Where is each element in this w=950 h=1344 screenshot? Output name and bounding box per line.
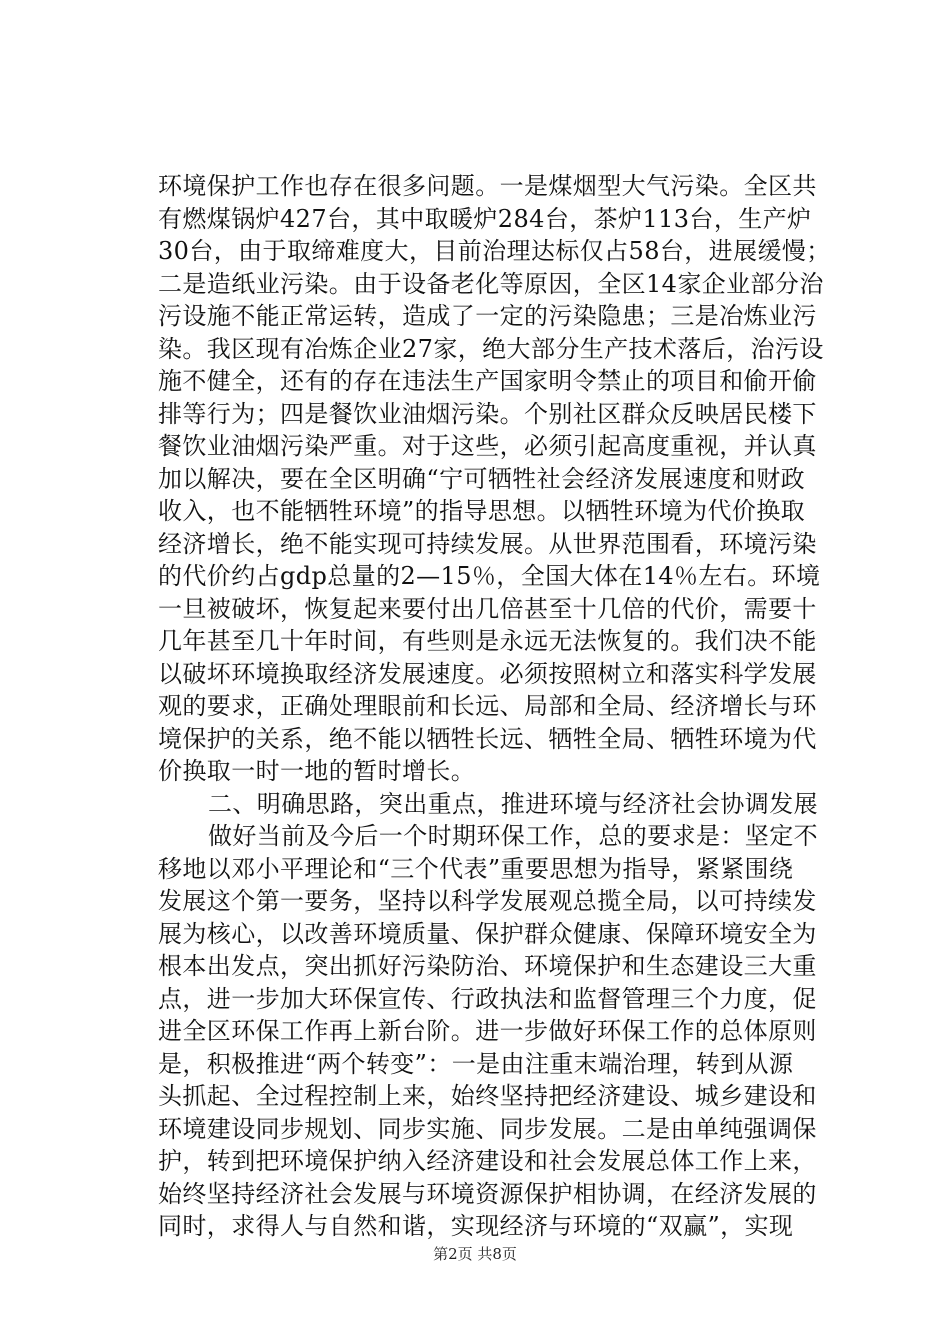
text-line: 染。我区现有冶炼企业27家，绝大部分生产技术落后，治污设 <box>158 334 824 363</box>
text-line: 以破坏环境换取经济发展速度。必须按照树立和落实科学发展 <box>158 659 817 688</box>
text-line: 观的要求，正确处理眼前和长远、局部和全局、经济增长与环 <box>158 692 817 720</box>
text-line: 施不健全，还有的存在违法生产国家明令禁止的项目和偷开偷 <box>158 367 817 395</box>
text-line: 点，进一步加大环保宣传、行政执法和监督管理三个力度，促 <box>158 984 817 1013</box>
text-line: 排等行为；四是餐饮业油烟污染。个别社区群众反映居民楼下 <box>158 399 817 428</box>
text-line: 头抓起、全过程控制上来，始终坚持把经济建设、城乡建设和 <box>158 1082 817 1110</box>
text-line: 价换取一时一地的暂时增长。 <box>158 757 476 785</box>
page-number: 第2页 共8页 <box>433 1245 517 1263</box>
text-line: 加以解决，要在全区明确“宁可牺牲社会经济发展速度和财政 <box>158 464 806 493</box>
section-heading: 二、明确思路，突出重点，推进环境与经济社会协调发展 <box>208 789 818 818</box>
text-line: 经济增长，绝不能实现可持续发展。从世界范围看，环境污染 <box>158 529 817 558</box>
text-line: 餐饮业油烟污染严重。对于这些，必须引起高度重视，并认真 <box>158 432 817 460</box>
text-line: 收入，也不能牺牲环境”的指导思想。以牺牲环境为代价换取 <box>158 497 806 525</box>
text-line: 根本出发点，突出抓好污染防治、环境保护和生态建设三大重 <box>158 952 817 980</box>
text-line: 是，积极推进“两个转变”：一是由注重末端治理，转到从源 <box>158 1049 794 1078</box>
text-line: 的代价约占gdp总量的2—15％，全国大体在14％左右。环境 <box>158 562 821 590</box>
text-line: 环境建设同步规划、同步实施、同步发展。二是由单纯强调保 <box>158 1114 817 1143</box>
text-line: 污设施不能正常运转，造成了一定的污染隐患；三是冶炼业污 <box>158 302 817 330</box>
text-line: 几年甚至几十年时间，有些则是永远无法恢复的。我们决不能 <box>158 627 817 655</box>
document-body <box>158 170 838 1243</box>
text-line: 30台，由于取缔难度大，目前治理达标仅占58台，进展缓慢； <box>158 237 831 265</box>
paragraph-first-line: 做好当前及今后一个时期环保工作，总的要求是：坚定不 <box>208 822 818 850</box>
text-line: 进全区环保工作再上新台阶。进一步做好环保工作的总体原则 <box>158 1017 817 1045</box>
text-line: 一旦被破坏，恢复起来要付出几倍甚至十几倍的代价，需要十 <box>158 594 817 623</box>
text-line: 发展这个第一要务，坚持以科学发展观总揽全局，以可持续发 <box>158 887 817 915</box>
text-line: 始终坚持经济社会发展与环境资源保护相协调，在经济发展的 <box>158 1179 817 1208</box>
text-line: 移地以邓小平理论和“三个代表”重要思想为指导，紧紧围绕 <box>158 854 794 883</box>
text-line: 环境保护工作也存在很多问题。一是煤烟型大气污染。全区共 <box>158 172 817 200</box>
text-line: 有燃煤锅炉427台，其中取暖炉284台，茶炉113台，生产炉 <box>158 204 812 233</box>
text-line: 展为核心，以改善环境质量、保护群众健康、保障环境安全为 <box>158 919 817 948</box>
text-line: 同时，求得人与自然和谐，实现经济与环境的“双赢”，实现 <box>158 1212 794 1240</box>
text-line: 护，转到把环境保护纳入经济建设和社会发展总体工作上来， <box>158 1147 817 1175</box>
text-line: 境保护的关系，绝不能以牺牲长远、牺牲全局、牺牲环境为代 <box>158 724 817 753</box>
text-line: 二是造纸业污染。由于设备老化等原因，全区14家企业部分治 <box>158 269 824 298</box>
